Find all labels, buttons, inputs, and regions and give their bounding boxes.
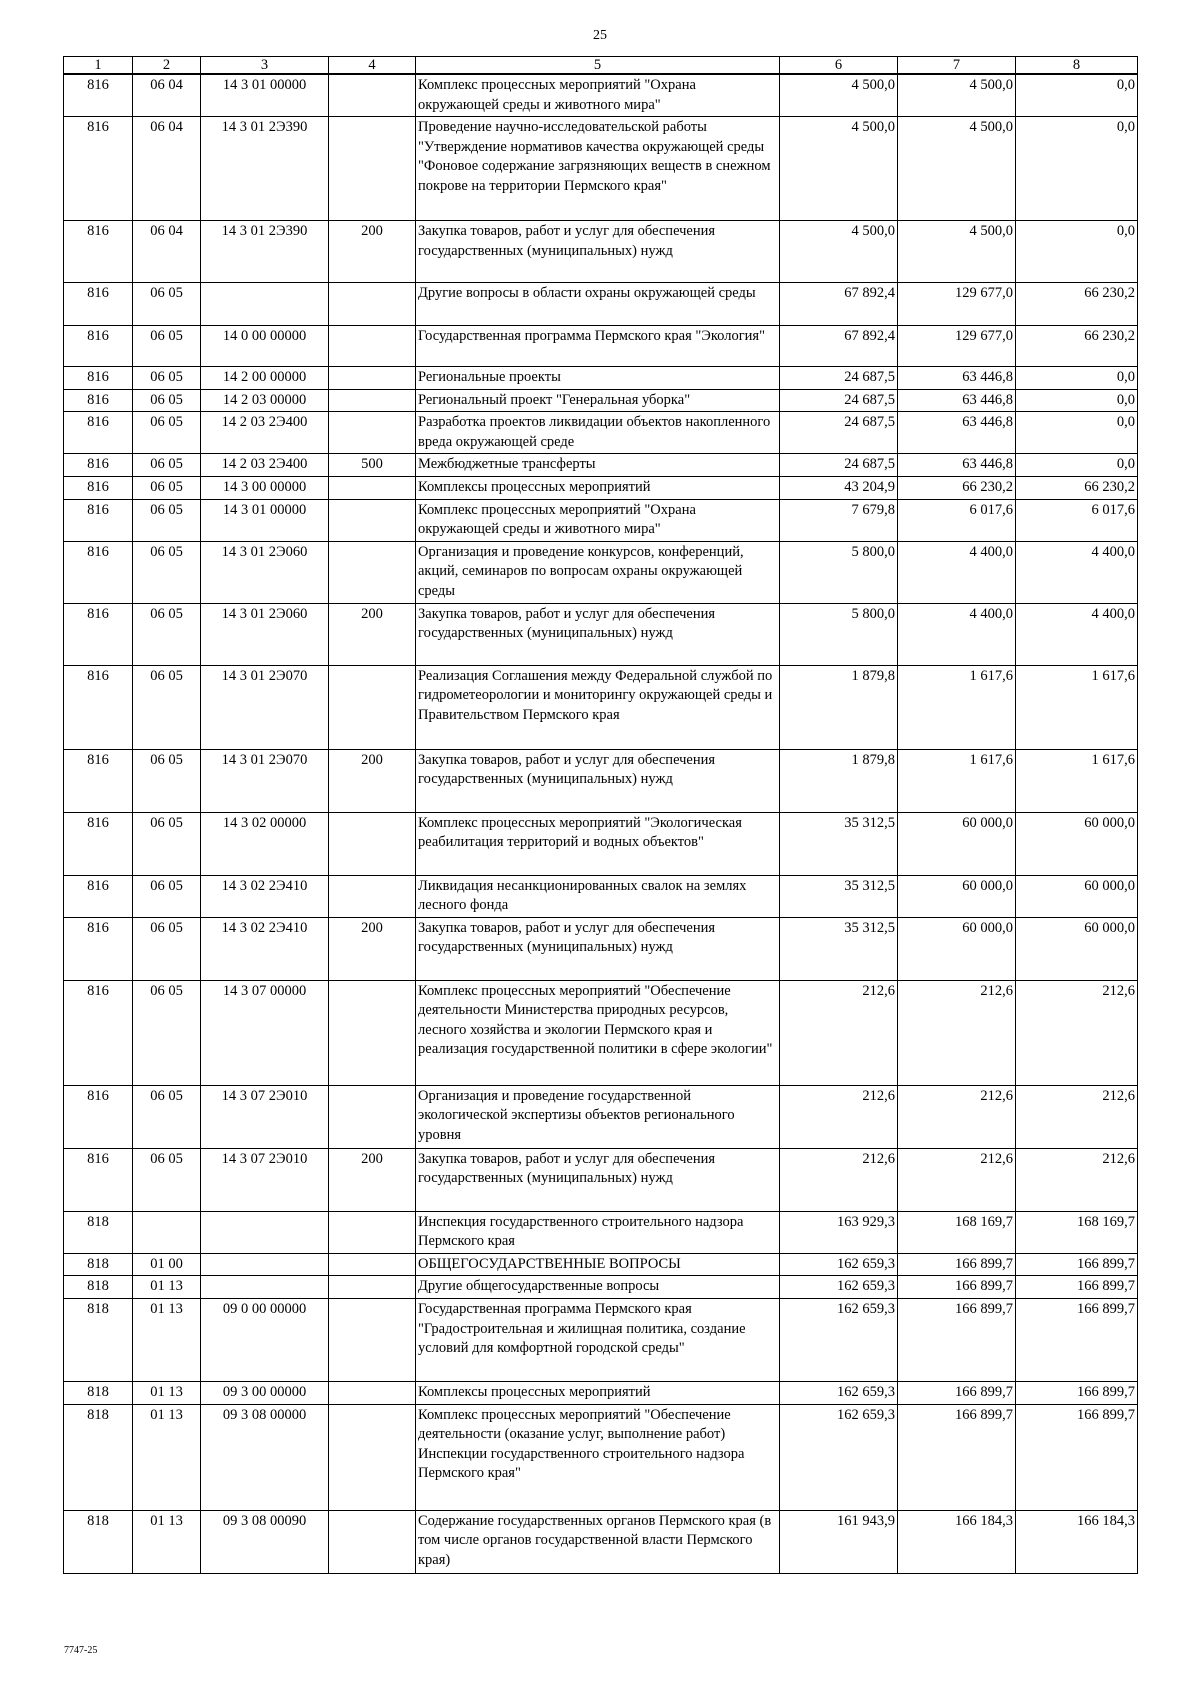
- table-row: [64, 541, 1138, 603]
- cell-expense-type: 500: [329, 454, 416, 477]
- cell-section-code: 01 13: [133, 1382, 201, 1405]
- cell-amount-col6: 162 659,3: [780, 1382, 898, 1405]
- cell-admin-code: 816: [64, 499, 133, 541]
- cell-amount-col8: 166 899,7: [1016, 1276, 1138, 1299]
- cell-amount-col8: 168 169,7: [1016, 1211, 1138, 1253]
- cell-expense-type: [329, 326, 416, 367]
- cell-section-code: 06 04: [133, 117, 201, 221]
- cell-target-code: 09 3 00 00000: [201, 1382, 329, 1405]
- cell-amount-col6: 43 204,9: [780, 476, 898, 499]
- cell-amount-col8: 166 899,7: [1016, 1299, 1138, 1382]
- column-header-6: 6: [780, 57, 898, 75]
- column-header-3: 3: [201, 57, 329, 75]
- cell-admin-code: 816: [64, 980, 133, 1085]
- cell-amount-col7: 6 017,6: [898, 499, 1016, 541]
- cell-amount-col8: 212,6: [1016, 980, 1138, 1085]
- cell-amount-col8: 0,0: [1016, 117, 1138, 221]
- cell-amount-col8: 166 184,3: [1016, 1510, 1138, 1573]
- cell-amount-col7: 4 500,0: [898, 117, 1016, 221]
- cell-section-code: 06 05: [133, 541, 201, 603]
- table-row: [64, 326, 1138, 367]
- cell-expense-type: [329, 1404, 416, 1510]
- cell-target-code: 14 3 02 00000: [201, 812, 329, 875]
- table-row: [64, 1276, 1138, 1299]
- cell-amount-col8: 60 000,0: [1016, 875, 1138, 917]
- cell-target-code: 14 3 01 2Э070: [201, 749, 329, 812]
- cell-admin-code: 816: [64, 326, 133, 367]
- cell-admin-code: 816: [64, 389, 133, 412]
- cell-admin-code: 816: [64, 1148, 133, 1211]
- cell-amount-col7: 212,6: [898, 980, 1016, 1085]
- cell-amount-col7: 166 899,7: [898, 1382, 1016, 1405]
- cell-admin-code: 816: [64, 367, 133, 390]
- cell-amount-col8: 0,0: [1016, 74, 1138, 117]
- cell-description: Содержание государственных органов Пермского края (в том числе органов государственной власти Пермского края): [416, 1510, 780, 1573]
- cell-amount-col8: 166 899,7: [1016, 1382, 1138, 1405]
- cell-target-code: 14 3 07 2Э010: [201, 1148, 329, 1211]
- cell-description: Разработка проектов ликвидации объектов накопленного вреда окружающей среде: [416, 412, 780, 454]
- table-row: [64, 749, 1138, 812]
- cell-description: Межбюджетные трансферты: [416, 454, 780, 477]
- cell-amount-col8: 166 899,7: [1016, 1253, 1138, 1276]
- cell-amount-col7: 4 500,0: [898, 221, 1016, 283]
- cell-section-code: 06 05: [133, 283, 201, 326]
- cell-section-code: 01 13: [133, 1299, 201, 1382]
- cell-target-code: 14 0 00 00000: [201, 326, 329, 367]
- cell-amount-col7: 166 899,7: [898, 1404, 1016, 1510]
- cell-amount-col6: 162 659,3: [780, 1253, 898, 1276]
- cell-target-code: 14 3 02 2Э410: [201, 875, 329, 917]
- cell-amount-col6: 7 679,8: [780, 499, 898, 541]
- cell-target-code: 14 3 01 00000: [201, 74, 329, 117]
- cell-expense-type: [329, 74, 416, 117]
- table-body: [64, 74, 1138, 1573]
- cell-admin-code: 816: [64, 1085, 133, 1148]
- cell-amount-col6: 4 500,0: [780, 117, 898, 221]
- page-number: 25: [593, 28, 607, 43]
- cell-expense-type: [329, 812, 416, 875]
- cell-description: Комплекс процессных мероприятий "Экологическая реабилитация территорий и водных объектов": [416, 812, 780, 875]
- cell-amount-col6: 163 929,3: [780, 1211, 898, 1253]
- cell-amount-col8: 66 230,2: [1016, 326, 1138, 367]
- table-row: [64, 875, 1138, 917]
- cell-amount-col7: 63 446,8: [898, 454, 1016, 477]
- cell-amount-col8: 6 017,6: [1016, 499, 1138, 541]
- cell-amount-col6: 1 879,8: [780, 665, 898, 749]
- table-row: [64, 980, 1138, 1085]
- document-code: 7747-25: [64, 1645, 98, 1656]
- table-row: [64, 1404, 1138, 1510]
- cell-admin-code: 818: [64, 1276, 133, 1299]
- table-row: [64, 367, 1138, 390]
- cell-description: Комплексы процессных мероприятий: [416, 476, 780, 499]
- cell-expense-type: [329, 499, 416, 541]
- cell-expense-type: [329, 1085, 416, 1148]
- cell-amount-col7: 4 400,0: [898, 603, 1016, 665]
- cell-amount-col8: 60 000,0: [1016, 812, 1138, 875]
- cell-target-code: 14 2 00 00000: [201, 367, 329, 390]
- cell-amount-col7: 212,6: [898, 1085, 1016, 1148]
- cell-amount-col7: 60 000,0: [898, 812, 1016, 875]
- cell-description: Комплекс процессных мероприятий "Обеспечение деятельности (оказание услуг, выполнение работ) Инспекции государственного строительного надзора Пермского края": [416, 1404, 780, 1510]
- cell-amount-col8: 1 617,6: [1016, 665, 1138, 749]
- cell-target-code: 09 3 08 00000: [201, 1404, 329, 1510]
- cell-admin-code: 816: [64, 541, 133, 603]
- cell-amount-col8: 66 230,2: [1016, 283, 1138, 326]
- cell-admin-code: 816: [64, 221, 133, 283]
- cell-expense-type: 200: [329, 603, 416, 665]
- cell-section-code: 06 05: [133, 476, 201, 499]
- cell-section-code: 06 05: [133, 917, 201, 980]
- cell-expense-type: [329, 367, 416, 390]
- cell-expense-type: 200: [329, 917, 416, 980]
- table-row: [64, 412, 1138, 454]
- cell-amount-col7: 129 677,0: [898, 283, 1016, 326]
- cell-expense-type: [329, 117, 416, 221]
- cell-amount-col6: 4 500,0: [780, 221, 898, 283]
- cell-description: Закупка товаров, работ и услуг для обеспечения государственных (муниципальных) нужд: [416, 1148, 780, 1211]
- cell-target-code: [201, 1276, 329, 1299]
- cell-expense-type: [329, 541, 416, 603]
- cell-amount-col7: 60 000,0: [898, 875, 1016, 917]
- cell-section-code: 06 05: [133, 749, 201, 812]
- column-header-1: 1: [64, 57, 133, 75]
- cell-admin-code: 816: [64, 603, 133, 665]
- cell-description: Региональные проекты: [416, 367, 780, 390]
- cell-description: Комплекс процессных мероприятий "Обеспечение деятельности Министерства природных ресурсов, лесного хозяйства и экологии Пермского края и реализация государственной политики в сфере экологии": [416, 980, 780, 1085]
- cell-section-code: 06 05: [133, 603, 201, 665]
- table-row: [64, 117, 1138, 221]
- cell-amount-col7: 166 899,7: [898, 1299, 1016, 1382]
- cell-amount-col8: 0,0: [1016, 367, 1138, 390]
- table-row: [64, 1085, 1138, 1148]
- cell-amount-col6: 35 312,5: [780, 812, 898, 875]
- table-header-row: [64, 57, 1138, 75]
- cell-admin-code: 818: [64, 1404, 133, 1510]
- cell-admin-code: 816: [64, 875, 133, 917]
- cell-section-code: 01 13: [133, 1276, 201, 1299]
- cell-target-code: 14 2 03 2Э400: [201, 412, 329, 454]
- cell-section-code: 06 05: [133, 389, 201, 412]
- cell-section-code: 01 13: [133, 1510, 201, 1573]
- cell-amount-col8: 60 000,0: [1016, 917, 1138, 980]
- cell-admin-code: 816: [64, 454, 133, 477]
- cell-target-code: 14 3 01 00000: [201, 499, 329, 541]
- cell-amount-col7: 66 230,2: [898, 476, 1016, 499]
- cell-amount-col6: 4 500,0: [780, 74, 898, 117]
- cell-amount-col7: 166 899,7: [898, 1253, 1016, 1276]
- cell-amount-col6: 24 687,5: [780, 389, 898, 412]
- cell-target-code: 14 3 02 2Э410: [201, 917, 329, 980]
- cell-section-code: 01 13: [133, 1404, 201, 1510]
- cell-amount-col7: 1 617,6: [898, 749, 1016, 812]
- table-row: [64, 476, 1138, 499]
- cell-amount-col6: 5 800,0: [780, 541, 898, 603]
- cell-amount-col7: 63 446,8: [898, 412, 1016, 454]
- cell-amount-col6: 67 892,4: [780, 326, 898, 367]
- cell-expense-type: [329, 1211, 416, 1253]
- cell-description: Государственная программа Пермского края "Градостроительная и жилищная политика, создание условий для комфортной городской среды": [416, 1299, 780, 1382]
- cell-amount-col6: 24 687,5: [780, 412, 898, 454]
- cell-admin-code: 816: [64, 74, 133, 117]
- cell-expense-type: [329, 1253, 416, 1276]
- cell-expense-type: [329, 412, 416, 454]
- cell-target-code: 14 3 01 2Э060: [201, 541, 329, 603]
- cell-admin-code: 816: [64, 117, 133, 221]
- cell-section-code: 06 05: [133, 1085, 201, 1148]
- cell-target-code: 14 3 01 2Э390: [201, 221, 329, 283]
- cell-amount-col7: 4 400,0: [898, 541, 1016, 603]
- table-row: [64, 283, 1138, 326]
- cell-expense-type: [329, 1299, 416, 1382]
- cell-admin-code: 816: [64, 749, 133, 812]
- table-row: [64, 917, 1138, 980]
- table-row: [64, 665, 1138, 749]
- cell-target-code: [201, 1253, 329, 1276]
- cell-target-code: [201, 283, 329, 326]
- cell-target-code: [201, 1211, 329, 1253]
- cell-admin-code: 818: [64, 1510, 133, 1573]
- cell-amount-col6: 35 312,5: [780, 875, 898, 917]
- cell-amount-col8: 212,6: [1016, 1148, 1138, 1211]
- cell-target-code: 09 0 00 00000: [201, 1299, 329, 1382]
- table-row: [64, 221, 1138, 283]
- cell-amount-col7: 1 617,6: [898, 665, 1016, 749]
- cell-expense-type: [329, 665, 416, 749]
- cell-amount-col7: 4 500,0: [898, 74, 1016, 117]
- cell-amount-col6: 212,6: [780, 980, 898, 1085]
- table-row: [64, 389, 1138, 412]
- cell-amount-col8: 4 400,0: [1016, 541, 1138, 603]
- cell-admin-code: 816: [64, 476, 133, 499]
- cell-amount-col6: 24 687,5: [780, 454, 898, 477]
- cell-amount-col7: 60 000,0: [898, 917, 1016, 980]
- cell-admin-code: 816: [64, 412, 133, 454]
- cell-target-code: 14 2 03 2Э400: [201, 454, 329, 477]
- cell-amount-col8: 212,6: [1016, 1085, 1138, 1148]
- table-row: [64, 1211, 1138, 1253]
- cell-target-code: 14 3 07 2Э010: [201, 1085, 329, 1148]
- cell-admin-code: 816: [64, 283, 133, 326]
- cell-amount-col6: 162 659,3: [780, 1276, 898, 1299]
- cell-section-code: 06 05: [133, 326, 201, 367]
- table-row: [64, 812, 1138, 875]
- table-row: [64, 454, 1138, 477]
- cell-admin-code: 816: [64, 917, 133, 980]
- cell-amount-col7: 168 169,7: [898, 1211, 1016, 1253]
- cell-amount-col7: 166 184,3: [898, 1510, 1016, 1573]
- cell-target-code: 14 2 03 00000: [201, 389, 329, 412]
- cell-description: Организация и проведение государственной экологической экспертизы объектов регионального уровня: [416, 1085, 780, 1148]
- cell-description: ОБЩЕГОСУДАРСТВЕННЫЕ ВОПРОСЫ: [416, 1253, 780, 1276]
- cell-section-code: 06 05: [133, 1148, 201, 1211]
- cell-expense-type: 200: [329, 749, 416, 812]
- cell-amount-col7: 212,6: [898, 1148, 1016, 1211]
- table-row: [64, 1148, 1138, 1211]
- cell-description: Региональный проект "Генеральная уборка": [416, 389, 780, 412]
- cell-amount-col8: 66 230,2: [1016, 476, 1138, 499]
- cell-amount-col6: 67 892,4: [780, 283, 898, 326]
- column-header-8: 8: [1016, 57, 1138, 75]
- cell-description: Ликвидация несанкционированных свалок на землях лесного фонда: [416, 875, 780, 917]
- cell-amount-col6: 24 687,5: [780, 367, 898, 390]
- cell-description: Комплексы процессных мероприятий: [416, 1382, 780, 1405]
- table-row: [64, 499, 1138, 541]
- cell-description: Закупка товаров, работ и услуг для обеспечения государственных (муниципальных) нужд: [416, 221, 780, 283]
- cell-description: Проведение научно-исследовательской работы "Утверждение нормативов качества окружающей среды "Фоновое содержание загрязняющих веществ в снежном покрове на территории Пермского края": [416, 117, 780, 221]
- cell-amount-col8: 0,0: [1016, 412, 1138, 454]
- cell-section-code: 06 04: [133, 221, 201, 283]
- cell-description: Закупка товаров, работ и услуг для обеспечения государственных (муниципальных) нужд: [416, 603, 780, 665]
- cell-expense-type: [329, 1510, 416, 1573]
- cell-admin-code: 818: [64, 1382, 133, 1405]
- cell-admin-code: 816: [64, 812, 133, 875]
- cell-expense-type: [329, 283, 416, 326]
- cell-admin-code: 816: [64, 665, 133, 749]
- cell-section-code: 06 05: [133, 665, 201, 749]
- cell-description: Другие вопросы в области охраны окружающей среды: [416, 283, 780, 326]
- cell-section-code: 06 05: [133, 812, 201, 875]
- cell-amount-col7: 63 446,8: [898, 367, 1016, 390]
- column-header-2: 2: [133, 57, 201, 75]
- cell-amount-col6: 162 659,3: [780, 1299, 898, 1382]
- cell-amount-col6: 35 312,5: [780, 917, 898, 980]
- cell-amount-col6: 162 659,3: [780, 1404, 898, 1510]
- cell-description: Реализация Соглашения между Федеральной службой по гидрометеорологии и мониторингу окружающей среды и Правительством Пермского края: [416, 665, 780, 749]
- cell-amount-col7: 166 899,7: [898, 1276, 1016, 1299]
- cell-section-code: 06 05: [133, 875, 201, 917]
- cell-amount-col6: 212,6: [780, 1148, 898, 1211]
- cell-section-code: 06 04: [133, 74, 201, 117]
- table-row: [64, 603, 1138, 665]
- table-row: [64, 1253, 1138, 1276]
- cell-target-code: 14 3 00 00000: [201, 476, 329, 499]
- budget-table: [63, 56, 1138, 1574]
- cell-section-code: 06 05: [133, 412, 201, 454]
- cell-amount-col6: 212,6: [780, 1085, 898, 1148]
- cell-amount-col6: 1 879,8: [780, 749, 898, 812]
- cell-amount-col8: 4 400,0: [1016, 603, 1138, 665]
- cell-amount-col6: 161 943,9: [780, 1510, 898, 1573]
- cell-description: Закупка товаров, работ и услуг для обеспечения государственных (муниципальных) нужд: [416, 917, 780, 980]
- cell-section-code: 06 05: [133, 454, 201, 477]
- cell-description: Другие общегосударственные вопросы: [416, 1276, 780, 1299]
- cell-section-code: 06 05: [133, 367, 201, 390]
- cell-section-code: 06 05: [133, 980, 201, 1085]
- cell-description: Государственная программа Пермского края "Экология": [416, 326, 780, 367]
- cell-amount-col8: 0,0: [1016, 389, 1138, 412]
- cell-target-code: 09 3 08 00090: [201, 1510, 329, 1573]
- cell-expense-type: [329, 1276, 416, 1299]
- cell-admin-code: 818: [64, 1299, 133, 1382]
- cell-description: Комплекс процессных мероприятий "Охрана окружающей среды и животного мира": [416, 74, 780, 117]
- cell-amount-col8: 0,0: [1016, 221, 1138, 283]
- cell-expense-type: [329, 389, 416, 412]
- cell-target-code: 14 3 01 2Э390: [201, 117, 329, 221]
- cell-amount-col7: 129 677,0: [898, 326, 1016, 367]
- cell-expense-type: [329, 1382, 416, 1405]
- column-header-4: 4: [329, 57, 416, 75]
- cell-amount-col8: 0,0: [1016, 454, 1138, 477]
- cell-expense-type: [329, 875, 416, 917]
- cell-section-code: 06 05: [133, 499, 201, 541]
- cell-expense-type: [329, 476, 416, 499]
- cell-description: Закупка товаров, работ и услуг для обеспечения государственных (муниципальных) нужд: [416, 749, 780, 812]
- cell-target-code: 14 3 01 2Э070: [201, 665, 329, 749]
- cell-amount-col6: 5 800,0: [780, 603, 898, 665]
- cell-description: Инспекция государственного строительного надзора Пермского края: [416, 1211, 780, 1253]
- cell-admin-code: 818: [64, 1253, 133, 1276]
- cell-description: Организация и проведение конкурсов, конференций, акций, семинаров по вопросам охраны окружающей среды: [416, 541, 780, 603]
- cell-admin-code: 818: [64, 1211, 133, 1253]
- cell-target-code: 14 3 01 2Э060: [201, 603, 329, 665]
- cell-expense-type: [329, 980, 416, 1085]
- cell-description: Комплекс процессных мероприятий "Охрана окружающей среды и животного мира": [416, 499, 780, 541]
- table-row: [64, 74, 1138, 117]
- cell-section-code: [133, 1211, 201, 1253]
- cell-target-code: 14 3 07 00000: [201, 980, 329, 1085]
- column-header-5: 5: [416, 57, 780, 75]
- column-header-7: 7: [898, 57, 1016, 75]
- table-row: [64, 1382, 1138, 1405]
- cell-amount-col8: 166 899,7: [1016, 1404, 1138, 1510]
- cell-amount-col7: 63 446,8: [898, 389, 1016, 412]
- cell-amount-col8: 1 617,6: [1016, 749, 1138, 812]
- cell-expense-type: 200: [329, 221, 416, 283]
- cell-section-code: 01 00: [133, 1253, 201, 1276]
- cell-expense-type: 200: [329, 1148, 416, 1211]
- table-row: [64, 1510, 1138, 1573]
- table-row: [64, 1299, 1138, 1382]
